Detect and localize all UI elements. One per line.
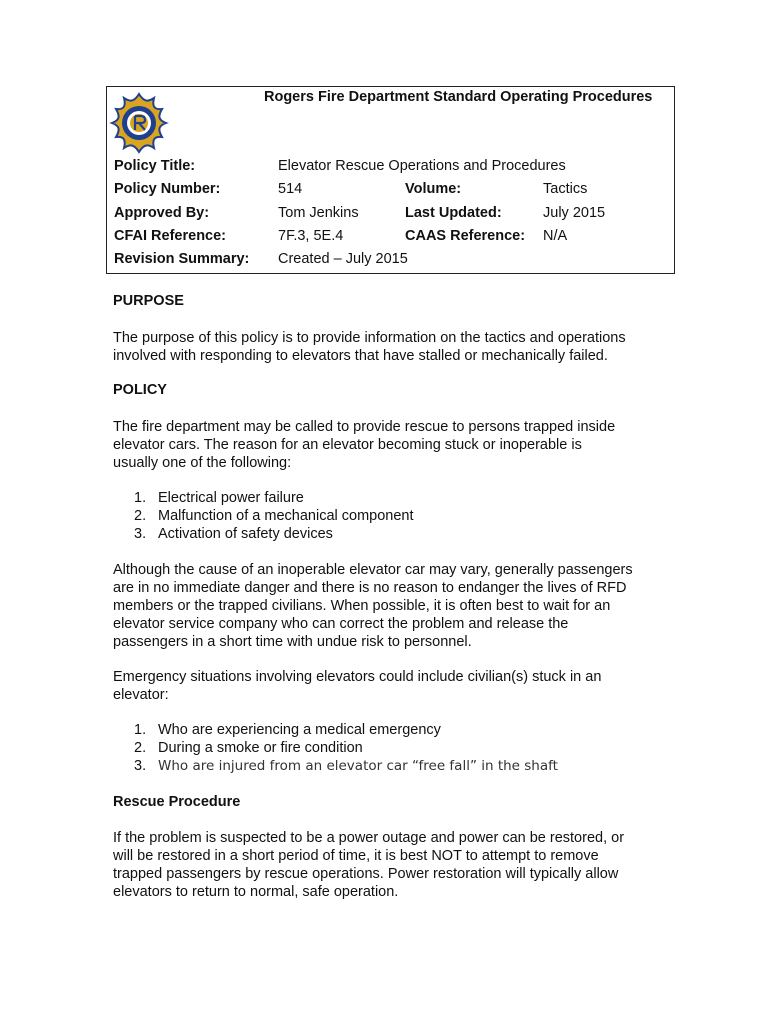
- meta-label: Approved By:: [114, 205, 210, 221]
- meta-value-2: Tactics: [543, 181, 588, 197]
- list-number: 1.: [134, 490, 147, 506]
- list-text: Malfunction of a mechanical component: [158, 508, 414, 524]
- list-number: 2.: [134, 740, 147, 756]
- meta-label: Policy Title:: [114, 158, 196, 174]
- policy-paragraph-line: elevator:: [113, 687, 169, 703]
- meta-label-2: CAAS Reference:: [405, 228, 526, 244]
- policy-intro-line: The fire department may be called to provide rescue to persons trapped inside: [113, 419, 616, 435]
- header-box: [106, 86, 675, 274]
- list-text: Who are injured from an elevator car “free fall” in the shaft: [158, 758, 558, 774]
- meta-label: Revision Summary:: [114, 251, 250, 267]
- policy-paragraph-line: Emergency situations involving elevators could include civilian(s) stuck in an: [113, 669, 602, 685]
- list-text: Who are experiencing a medical emergency: [158, 722, 441, 738]
- policy-intro-line: usually one of the following:: [113, 455, 292, 471]
- policy-paragraph-line: passengers in a short time with undue risk to personnel.: [113, 634, 472, 650]
- meta-label: Policy Number:: [114, 181, 221, 197]
- meta-value-2: July 2015: [543, 205, 606, 221]
- policy-paragraph-line: members or the trapped civilians. When possible, it is often best to wait for an: [113, 598, 611, 614]
- list-text: Activation of safety devices: [158, 526, 333, 542]
- fire-department-logo: [108, 92, 170, 154]
- rescue-heading: Rescue Procedure: [113, 794, 241, 810]
- list-number: 3.: [134, 526, 147, 542]
- policy-heading: POLICY: [113, 382, 167, 398]
- document-title: Rogers Fire Department Standard Operating Procedures: [264, 89, 653, 105]
- meta-value-2: N/A: [543, 228, 568, 244]
- policy-paragraph-line: are in no immediate danger and there is no reason to endanger the lives of RFD: [113, 580, 627, 596]
- purpose-line: The purpose of this policy is to provide information on the tactics and operations: [113, 330, 626, 346]
- meta-value: 7F.3, 5E.4: [278, 228, 344, 244]
- policy-intro-line: elevator cars. The reason for an elevator becoming stuck or inoperable is: [113, 437, 582, 453]
- purpose-line: involved with responding to elevators that have stalled or mechanically failed.: [113, 348, 608, 364]
- list-number: 1.: [134, 722, 147, 738]
- meta-value: 514: [278, 181, 303, 197]
- rescue-line: will be restored in a short period of time, it is best NOT to attempt to remove: [113, 848, 599, 864]
- meta-label-2: Last Updated:: [405, 205, 502, 221]
- purpose-heading: PURPOSE: [113, 293, 184, 309]
- meta-value: Tom Jenkins: [278, 205, 359, 221]
- policy-paragraph-line: elevator service company who can correct the problem and release the: [113, 616, 569, 632]
- list-number: 2.: [134, 508, 147, 524]
- meta-label-2: Volume:: [405, 181, 462, 197]
- list-text: Electrical power failure: [158, 490, 304, 506]
- meta-value: Elevator Rescue Operations and Procedures: [278, 158, 566, 174]
- meta-value: Created – July 2015: [278, 251, 408, 267]
- rescue-line: elevators to return to normal, safe operation.: [113, 884, 399, 900]
- list-text: During a smoke or fire condition: [158, 740, 363, 756]
- rescue-line: trapped passengers by rescue operations. Power restoration will typically allow: [113, 866, 619, 882]
- rescue-line: If the problem is suspected to be a power outage and power can be restored, or: [113, 830, 625, 846]
- list-number: 3.: [134, 758, 147, 774]
- policy-paragraph-line: Although the cause of an inoperable elevator car may vary, generally passengers: [113, 562, 633, 578]
- meta-label: CFAI Reference:: [114, 228, 227, 244]
